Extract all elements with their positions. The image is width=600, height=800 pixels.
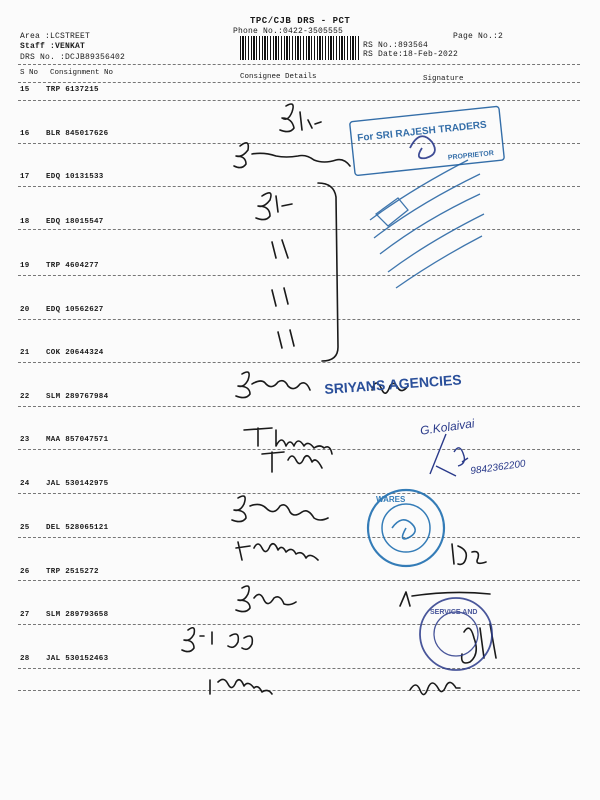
handwritten-name: G.Kolaivai [419,416,476,438]
handwritten-signature [236,542,318,560]
row-consignment: SLM 289793658 [46,611,109,619]
stamp-rajesh-name: For SRI RAJESH TRADERS [356,119,488,145]
row-sno: 17 [20,173,30,181]
row-sno: 21 [20,349,30,357]
row-sno: 15 [20,86,30,94]
handwritten-signature [300,112,321,130]
wares-circular-stamp [368,490,444,566]
handwritten-signature [210,679,272,694]
handwritten-signature [410,682,460,694]
handwritten-signature [234,143,248,168]
handwritten-signature [232,496,328,522]
row-sno: 16 [20,130,30,138]
handwritten-ditto [278,330,294,348]
row-consignment: JAL 530142975 [46,480,109,488]
row-consignment: EDQ 10562627 [46,306,104,314]
row-consignment: COK 20644324 [46,349,104,357]
handwritten-ditto [272,240,288,258]
handwritten-pen-mark [454,448,468,466]
handwritten-signature [276,196,292,212]
row-consignment: TRP 4604277 [46,262,99,270]
stamp-proprietor: PROPRIETOR [447,149,495,162]
row-consignment: EDQ 10131533 [46,173,104,181]
row-sno: 25 [20,524,30,532]
row-consignment: BLR 845017626 [46,130,109,138]
document-title: TPC/CJB DRS - PCT [250,16,351,26]
address-stamp [370,160,484,288]
col-header-consignment: Consignment No [50,69,114,77]
row-sno: 18 [20,218,30,226]
phone-number: Phone No.:0422-3505555 [233,27,344,36]
row-sno: 26 [20,568,30,576]
handwritten-signature [452,544,486,564]
handwritten-signature [236,586,296,612]
handwritten-signature [252,153,350,166]
rs-number: RS No.:893564 [363,41,429,50]
rajesh-traders-stamp [350,106,505,175]
page-number: Page No.:2 [453,32,504,41]
stamp-service-label: SERVICE AND [430,609,478,616]
row-sno: 22 [20,393,30,401]
row-sno: 19 [20,262,30,270]
sriyans-agencies-stamp: SRIYANS AGENCIES [323,371,463,397]
row-consignment: SLM 289767984 [46,393,109,401]
handwritten-signature [182,628,252,652]
rs-date: RS Date:18-Feb-2022 [363,50,459,59]
row-consignment: JAL 530152463 [46,655,109,663]
row-sno: 23 [20,436,30,444]
handwritten-signature [236,372,310,398]
row-consignment: EDQ 18015547 [46,218,104,226]
row-consignment: TRP 2515272 [46,568,99,576]
row-consignment: DEL 528065121 [46,524,109,532]
handwritten-signature [256,193,271,220]
staff-field: Staff :VENKAT [20,42,86,51]
col-header-consignee: Consignee Details [240,73,317,81]
handwritten-bracket [318,183,338,361]
area-field: Area :LCSTREET [20,32,91,41]
row-consignment: TRP 6137215 [46,86,99,94]
handwritten-phone: 9842362200 [469,458,527,478]
row-sno: 24 [20,480,30,488]
row-consignment: MAA 857047571 [46,436,109,444]
drs-number: DRS No. :DCJB89356402 [20,53,126,62]
row-sno: 20 [20,306,30,314]
col-header-signature: Signature [423,75,464,83]
stamp-wares-label: WARES [376,495,406,504]
row-sno: 28 [20,655,30,663]
handwritten-signature [280,104,294,132]
handwritten-pen-line [430,434,456,476]
handwritten-signature [244,428,332,454]
handwritten-signature [262,452,322,472]
row-sno: 27 [20,611,30,619]
col-header-sno: S No [20,69,39,77]
handwritten-ditto [272,288,288,306]
